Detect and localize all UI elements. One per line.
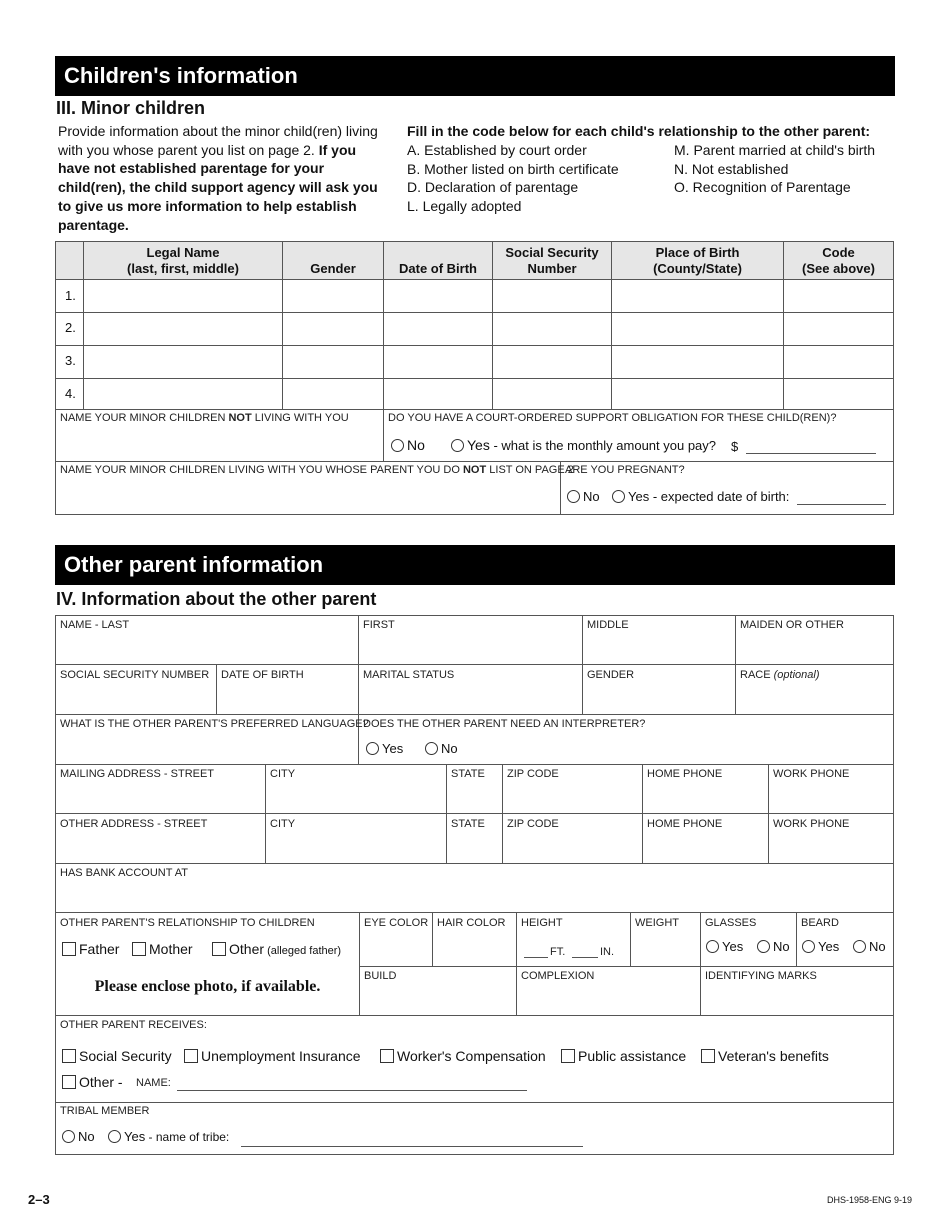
court-yes-detail: - what is the monthly amount you pay? bbox=[489, 438, 717, 453]
checkbox-icon[interactable] bbox=[212, 942, 226, 956]
middle-name-label: MIDDLE bbox=[587, 619, 629, 631]
beard-no-option[interactable] bbox=[853, 939, 886, 954]
beard-no-label: No bbox=[869, 939, 886, 954]
radio-icon[interactable] bbox=[706, 940, 719, 953]
beard-yes-option[interactable] bbox=[802, 939, 839, 954]
work-phone-label: WORK PHONE bbox=[773, 818, 850, 830]
checkbox-icon[interactable] bbox=[561, 1049, 575, 1063]
row-number: 2. bbox=[65, 320, 76, 335]
glasses-no-label: No bbox=[773, 939, 790, 954]
photo-note: Please enclose photo, if available. bbox=[94, 978, 321, 995]
height-label: HEIGHT bbox=[521, 917, 563, 929]
recv-other-name-input[interactable] bbox=[177, 1090, 527, 1091]
radio-icon[interactable] bbox=[366, 742, 379, 755]
child-name-input[interactable] bbox=[84, 313, 282, 345]
row-divider bbox=[56, 409, 893, 410]
radio-icon[interactable] bbox=[612, 490, 625, 503]
interpreter-no-option[interactable] bbox=[425, 741, 458, 756]
radio-icon[interactable] bbox=[853, 940, 866, 953]
hair-color-label: HAIR COLOR bbox=[437, 917, 506, 929]
col-divider bbox=[502, 765, 503, 863]
th-code-line2: (See above) bbox=[802, 260, 875, 276]
father-label: Father bbox=[79, 941, 120, 957]
form-id: DHS-1958-ENG 9-19 bbox=[827, 1195, 913, 1205]
checkbox-icon[interactable] bbox=[701, 1049, 715, 1063]
row-number: 4. bbox=[65, 386, 76, 401]
pregnant-no-option[interactable] bbox=[567, 489, 600, 504]
radio-icon[interactable] bbox=[757, 940, 770, 953]
th-pob-line2: (County/State) bbox=[653, 260, 742, 276]
feet-label: FT. bbox=[550, 946, 566, 958]
code-item: L. Legally adopted bbox=[407, 198, 522, 215]
race-label bbox=[740, 669, 819, 681]
page-number: 2–3 bbox=[28, 1192, 50, 1207]
relationship-label: OTHER PARENT'S RELATIONSHIP TO CHILDREN bbox=[60, 917, 315, 929]
mailing-street-label: MAILING ADDRESS - STREET bbox=[60, 768, 215, 780]
recv-label: Unemployment Insurance bbox=[201, 1048, 361, 1064]
codes-left bbox=[407, 141, 619, 216]
dollar-sign: $ bbox=[731, 439, 739, 454]
eye-color-label: EYE COLOR bbox=[364, 917, 429, 929]
col-divider bbox=[796, 913, 797, 966]
row-number: 1. bbox=[65, 288, 76, 303]
zip-label: ZIP CODE bbox=[507, 818, 559, 830]
not-listed-label-c: LIST ON PAGE 2 bbox=[486, 464, 574, 476]
tribal-yes-label: Yes bbox=[124, 1129, 146, 1144]
height-feet-input[interactable] bbox=[524, 957, 548, 958]
race-label-text: RACE bbox=[740, 669, 774, 681]
not-living-label-c: LIVING WITH YOU bbox=[251, 412, 349, 424]
col-divider bbox=[265, 765, 266, 863]
not-living-label-a: NAME YOUR MINOR CHILDREN bbox=[60, 412, 229, 424]
complexion-label: COMPLEXION bbox=[521, 970, 595, 982]
recv-other[interactable] bbox=[62, 1074, 123, 1090]
monthly-amount-input[interactable] bbox=[746, 453, 876, 454]
row-divider bbox=[56, 714, 893, 715]
code-item: M. Parent married at child's birth bbox=[674, 142, 876, 158]
row-divider bbox=[360, 966, 893, 967]
race-optional: (optional) bbox=[773, 669, 820, 681]
radio-icon[interactable] bbox=[62, 1130, 75, 1143]
recv-workers-comp[interactable] bbox=[380, 1048, 546, 1064]
row-divider bbox=[56, 1015, 893, 1016]
row-divider bbox=[56, 1102, 893, 1103]
checkbox-icon[interactable] bbox=[184, 1049, 198, 1063]
tribe-name-input[interactable] bbox=[241, 1146, 583, 1147]
col-divider bbox=[216, 665, 217, 714]
radio-icon[interactable] bbox=[802, 940, 815, 953]
th-code-line1: Code bbox=[822, 245, 855, 260]
court-yes-label: Yes bbox=[467, 437, 490, 453]
th-pob-line1: Place of Birth bbox=[655, 245, 740, 260]
radio-icon[interactable] bbox=[391, 439, 404, 452]
row-divider bbox=[56, 912, 893, 913]
recv-label: Social Security bbox=[79, 1048, 172, 1064]
radio-icon[interactable] bbox=[108, 1130, 121, 1143]
code-item: D. Declaration of parentage bbox=[407, 179, 579, 196]
court-yes-option[interactable] bbox=[451, 437, 716, 453]
recv-public-assistance[interactable] bbox=[561, 1048, 686, 1064]
glasses-yes-option[interactable] bbox=[706, 939, 743, 954]
state-label: STATE bbox=[451, 768, 485, 780]
code-item: O. Recognition of Parentage bbox=[674, 179, 851, 196]
father-option[interactable] bbox=[62, 941, 119, 957]
interpreter-yes-label: Yes bbox=[382, 741, 404, 756]
col-divider bbox=[700, 913, 701, 1015]
recv-veterans[interactable] bbox=[701, 1048, 829, 1064]
th-legal-name-line2: (last, first, middle) bbox=[127, 260, 239, 276]
not-listed-label bbox=[60, 464, 574, 476]
th-ssn-line1: Social Security bbox=[505, 245, 599, 260]
other-street-label: OTHER ADDRESS - STREET bbox=[60, 818, 208, 830]
code-item: A. Established by court order bbox=[407, 142, 587, 158]
height-inches-input[interactable] bbox=[572, 957, 598, 958]
row-divider bbox=[56, 664, 893, 665]
inches-label: IN. bbox=[600, 946, 615, 958]
checkbox-icon[interactable] bbox=[62, 1075, 76, 1089]
th-pob bbox=[612, 245, 783, 276]
th-legal-name-line1: Legal Name bbox=[146, 245, 220, 260]
maiden-label: MAIDEN OR OTHER bbox=[740, 619, 844, 631]
court-no-label: No bbox=[407, 437, 425, 453]
recv-label: Public assistance bbox=[578, 1048, 687, 1064]
marital-status-label: MARITAL STATUS bbox=[363, 669, 455, 681]
intro-text bbox=[58, 122, 388, 234]
zip-label: ZIP CODE bbox=[507, 768, 559, 780]
first-name-label: FIRST bbox=[363, 619, 395, 631]
codes-right bbox=[674, 141, 875, 197]
row-number: 3. bbox=[65, 353, 76, 368]
expected-dob-input[interactable] bbox=[797, 504, 886, 505]
tribal-label: TRIBAL MEMBER bbox=[60, 1105, 150, 1117]
checkbox-icon[interactable] bbox=[62, 942, 76, 956]
dob-label: DATE OF BIRTH bbox=[221, 669, 304, 681]
build-label: BUILD bbox=[364, 970, 397, 982]
th-code bbox=[784, 245, 893, 276]
radio-icon[interactable] bbox=[567, 490, 580, 503]
code-item: B. Mother listed on birth certificate bbox=[407, 160, 619, 177]
col-divider bbox=[432, 913, 433, 966]
th-dob: Date of Birth bbox=[399, 261, 477, 276]
recv-label: Veteran's benefits bbox=[718, 1048, 829, 1064]
radio-icon[interactable] bbox=[425, 742, 438, 755]
child-name-input[interactable] bbox=[84, 281, 282, 312]
parent-section-bar: Other parent information bbox=[55, 545, 895, 585]
name-last-label: NAME - LAST bbox=[60, 619, 130, 631]
pregnant-yes-option[interactable] bbox=[612, 489, 789, 504]
beard-yes-label: Yes bbox=[818, 939, 840, 954]
children-section-bar: Children's information bbox=[55, 56, 895, 96]
radio-icon[interactable] bbox=[451, 439, 464, 452]
receives-label: OTHER PARENT RECEIVES: bbox=[60, 1019, 207, 1031]
col-divider bbox=[358, 616, 359, 714]
recv-label: Worker's Compensation bbox=[397, 1048, 546, 1064]
not-living-label-b: NOT bbox=[228, 412, 252, 424]
th-ssn bbox=[493, 245, 611, 276]
col-divider bbox=[642, 765, 643, 863]
checkbox-icon[interactable] bbox=[62, 1049, 76, 1063]
recv-unemployment[interactable] bbox=[184, 1048, 361, 1064]
mother-option[interactable] bbox=[132, 941, 193, 957]
not-living-label bbox=[60, 412, 349, 424]
row-divider bbox=[56, 461, 893, 462]
pregnant-yes-label: Yes - expected date of birth: bbox=[628, 489, 790, 504]
court-order-label: DO YOU HAVE A COURT-ORDERED SUPPORT OBLIGATION FOR THESE CHILD(REN)? bbox=[388, 412, 837, 424]
identifying-marks-label: IDENTIFYING MARKS bbox=[705, 970, 817, 982]
not-listed-label-b: NOT bbox=[462, 464, 487, 476]
child-name-input[interactable] bbox=[84, 379, 282, 409]
other-rel-option[interactable] bbox=[212, 941, 341, 957]
col-divider bbox=[359, 913, 360, 1015]
col-divider bbox=[630, 913, 631, 966]
code-item: N. Not established bbox=[674, 160, 789, 177]
home-phone-label: HOME PHONE bbox=[647, 818, 723, 830]
minor-children-title: III. Minor children bbox=[56, 98, 206, 118]
glasses-no-option[interactable] bbox=[757, 939, 790, 954]
col-divider bbox=[582, 616, 583, 714]
other-rel-label: Other bbox=[229, 941, 265, 957]
gender-label: GENDER bbox=[587, 669, 635, 681]
not-listed-label-a: NAME YOUR MINOR CHILDREN LIVING WITH YOU WHOSE PARENT YOU DO bbox=[60, 464, 463, 476]
bank-label: HAS BANK ACCOUNT AT bbox=[60, 867, 188, 879]
code-heading: Fill in the code below for each child's relationship to the other parent: bbox=[407, 123, 871, 139]
other-parent-title: IV. Information about the other parent bbox=[56, 589, 377, 609]
tribal-yes-option[interactable] bbox=[108, 1129, 229, 1144]
weight-label: WEIGHT bbox=[635, 917, 679, 929]
parent-form-box bbox=[55, 615, 894, 1155]
interpreter-no-label: No bbox=[441, 741, 458, 756]
tribal-yes-detail: - name of tribe: bbox=[145, 1130, 230, 1144]
intro-plain: Provide information about the minor child(ren) living with you whose parent you list on page 2. bbox=[58, 123, 378, 158]
other-rel-note: (alleged father) bbox=[264, 945, 342, 957]
work-phone-label: WORK PHONE bbox=[773, 768, 850, 780]
col-divider bbox=[516, 913, 517, 1015]
pregnant-label: ARE YOU PREGNANT? bbox=[565, 464, 685, 476]
language-label: WHAT IS THE OTHER PARENT'S PREFERRED LANGUAGE? bbox=[60, 718, 369, 730]
recv-social-security[interactable] bbox=[62, 1048, 172, 1064]
pregnant-no-label: No bbox=[583, 489, 600, 504]
intro-bold: If you have not established parentage for your child(ren), the child support agency will ask you to give us more information to help establish parentage. bbox=[58, 141, 378, 233]
state-label: STATE bbox=[451, 818, 485, 830]
col-divider bbox=[768, 765, 769, 863]
col-divider bbox=[446, 765, 447, 863]
mother-label: Mother bbox=[149, 941, 193, 957]
beard-label: BEARD bbox=[801, 917, 839, 929]
checkbox-icon[interactable] bbox=[132, 942, 146, 956]
city-label: CITY bbox=[270, 768, 296, 780]
recv-other-label: Other - bbox=[79, 1074, 123, 1090]
row-divider bbox=[56, 863, 893, 864]
court-no-option[interactable] bbox=[391, 437, 425, 453]
child-name-input[interactable] bbox=[84, 346, 282, 378]
tribal-no-label: No bbox=[78, 1129, 95, 1144]
checkbox-icon[interactable] bbox=[380, 1049, 394, 1063]
tribal-no-option[interactable] bbox=[62, 1129, 95, 1144]
th-gender: Gender bbox=[310, 261, 356, 276]
th-legal-name bbox=[84, 245, 282, 276]
interpreter-label: DOES THE OTHER PARENT NEED AN INTERPRETER? bbox=[363, 718, 646, 730]
recv-name-label: NAME: bbox=[136, 1077, 171, 1089]
interpreter-yes-option[interactable] bbox=[366, 741, 403, 756]
glasses-yes-label: Yes bbox=[722, 939, 744, 954]
th-ssn-line2: Number bbox=[527, 260, 577, 276]
city-label: CITY bbox=[270, 818, 296, 830]
home-phone-label: HOME PHONE bbox=[647, 768, 723, 780]
col-divider bbox=[735, 616, 736, 714]
glasses-label: GLASSES bbox=[705, 917, 757, 929]
ssn-label: SOCIAL SECURITY NUMBER bbox=[60, 669, 210, 681]
